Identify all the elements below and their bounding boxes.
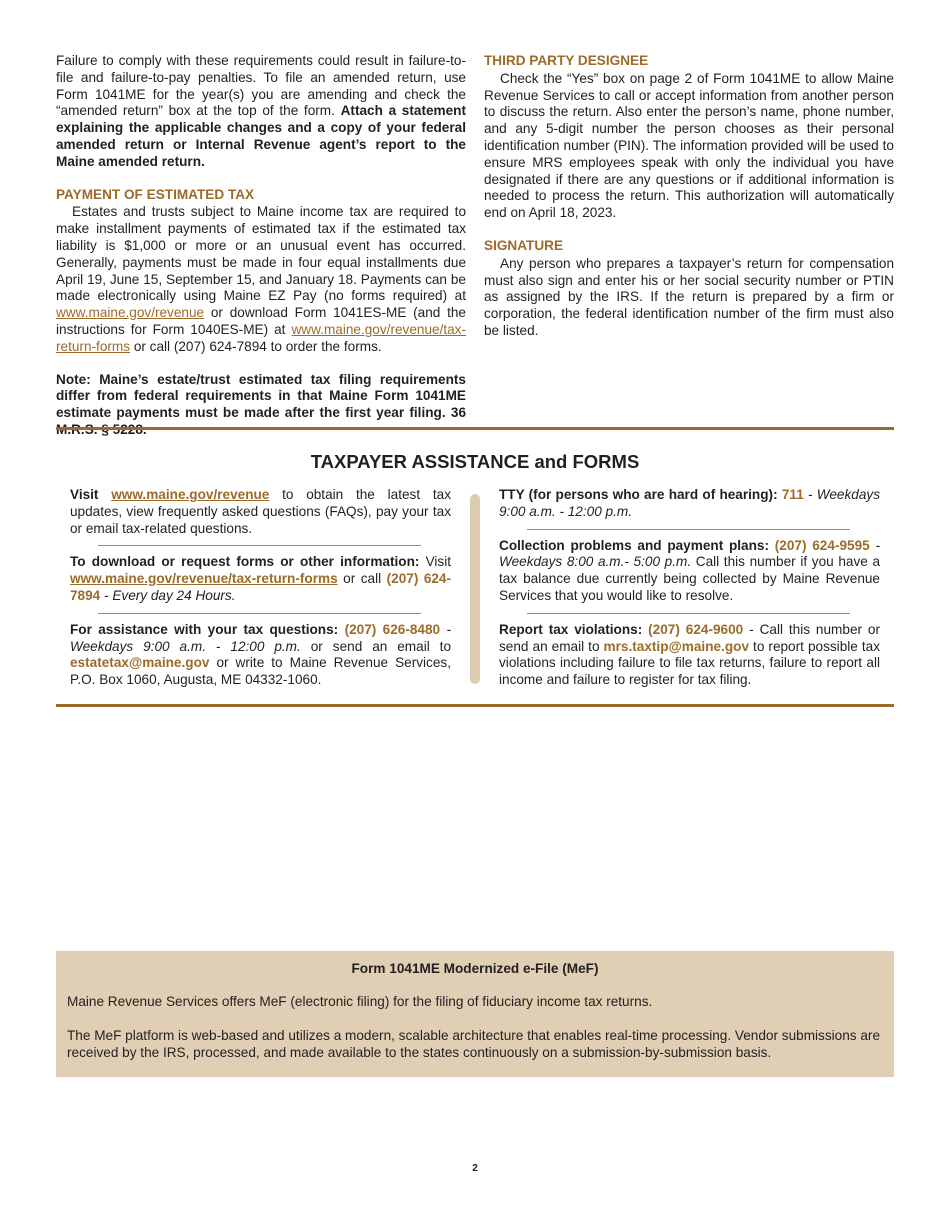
violations-block bbox=[499, 622, 880, 689]
estimated-tax-heading: PAYMENT OF ESTIMATED TAX bbox=[56, 186, 255, 202]
efile-paragraph-1: Maine Revenue Services offers MeF (electronic filing) for the filing of fiduciary income tax returns. bbox=[67, 994, 653, 1009]
tty-number: 711 bbox=[781, 487, 804, 502]
column-separator-bar bbox=[470, 494, 480, 684]
revenue-link[interactable]: www.maine.gov/revenue bbox=[56, 305, 205, 321]
tty-block bbox=[499, 487, 880, 521]
questions-block bbox=[70, 622, 451, 689]
violations-text: - Call this number or send an email to bbox=[499, 621, 881, 654]
signature-text: Any person who prepares a taxpayer’s return for compensation must also sign and enter his or her social security number or PTIN as assigned by the IRS. If the return is prepared by a firm or corporation, the federal identification number of the firm must also be listed. bbox=[484, 255, 894, 338]
taxtip-email[interactable]: mrs.taxtip@maine.gov bbox=[603, 638, 750, 654]
page-number: 2 bbox=[472, 1163, 478, 1174]
collection-text: Call this number if you have a tax balance due currently being collected by Maine Revenue Services that you would like to resolve. bbox=[499, 554, 881, 603]
violations-label: Report tax violations: bbox=[499, 621, 643, 637]
top-divider bbox=[56, 427, 894, 430]
signature-heading: SIGNATURE bbox=[484, 237, 564, 253]
left-column bbox=[56, 53, 466, 439]
estatetax-email[interactable]: estatetax@maine.gov bbox=[70, 655, 210, 671]
visit-block bbox=[70, 487, 451, 537]
violations-phone: (207) 624-9600 bbox=[648, 621, 744, 637]
efile-box bbox=[56, 951, 894, 1077]
estimated-tax-text-2: or download Form 1041ES-ME (and the instructions for Form 1040ES-ME) at bbox=[56, 305, 466, 337]
third-party-designee-heading: THIRD PARTY DESIGNEE bbox=[484, 53, 649, 68]
forms-link[interactable]: www.maine.gov/revenue/tax-return-forms bbox=[70, 571, 338, 587]
violations-text-2: to report possible tax violations including failure to file tax returns, failure to report all income and failure to register for tax filing. bbox=[499, 638, 880, 688]
assistance-right-column bbox=[499, 487, 880, 689]
questions-phone: (207) 626-8480 bbox=[344, 621, 441, 637]
forms-hours: - Every day 24 Hours. bbox=[104, 587, 236, 603]
forms-label: To download or request forms or other information: bbox=[70, 554, 420, 570]
visit-text: to obtain the latest tax updates, view frequently asked questions (FAQs), pay your tax or email tax-related questions. bbox=[70, 487, 451, 536]
efile-title: Form 1041ME Modernized e-File (MeF) bbox=[351, 961, 599, 976]
collection-label: Collection problems and payment plans: bbox=[499, 537, 769, 553]
tty-hours: - Weekdays 9:00 a.m. - 12:00 p.m. bbox=[499, 487, 880, 519]
collection-block bbox=[499, 538, 880, 605]
divider bbox=[527, 529, 850, 530]
questions-text-2: or write to Maine Revenue Services, P.O. Box 1060, Augusta, ME 04332-1060. bbox=[70, 655, 451, 688]
collection-phone: (207) 624-9595 bbox=[774, 537, 870, 553]
divider bbox=[527, 613, 850, 614]
divider bbox=[98, 613, 421, 614]
collection-hours: - Weekdays 8:00 a.m.- 5:00 p.m. bbox=[499, 537, 880, 570]
efile-paragraph-2: The MeF platform is web-based and utilizes a modern, scalable architecture that enables real-time processing. Vendor submissions are received by the IRS, processed, and made available to the states continuously on a submission-by-submission basis. bbox=[67, 1028, 881, 1060]
visit-revenue-link[interactable]: www.maine.gov/revenue bbox=[111, 487, 270, 502]
assistance-title: TAXPAYER ASSISTANCE and FORMS bbox=[310, 451, 640, 472]
estimated-tax-paragraph bbox=[56, 204, 466, 355]
forms-text-2: or call bbox=[343, 571, 382, 587]
estimated-tax-note-text: Note: Maine’s estate/trust estimated tax filing requirements differ from federal requirements in that Maine Form 1041ME estimate payments must be made after the first year filing. 36 bbox=[56, 371, 466, 421]
estimated-tax-text: Estates and trusts subject to Maine income tax are required to make installment payments of estimated tax if the estimated tax liability is $1,000 or more or an unusual event has occurred. Generally, payments must be made in four equal installments due April 19, June 15, September 15, and January 18. Payments can be made electronically using Maine EZ Pay (no forms required) at bbox=[56, 204, 466, 304]
forms-phone: (207) 624-7894 bbox=[70, 571, 452, 603]
amended-return-bold-text: Attach a statement explaining the applicable changes and a copy of your federal amended return or Internal Revenue agent’s report to the Maine amended return. bbox=[56, 103, 467, 169]
third-party-designee-text: Check the “Yes” box on page 2 of Form 1041ME to allow Maine Revenue Services to call or accept information from another person to discuss the return. Also enter the person’s name, phone number, and any 5-digit number the person chooses as their personal identification number (PIN). The information provided will be used to ensure MRS employees speak with only the individual you have designated if there are any questions or if additional information is needed to process the return. This authorization will automatically end on April 18, 2023. bbox=[484, 70, 894, 221]
questions-hours: - Weekdays 9:00 a.m. - 12:00 p.m. bbox=[70, 621, 451, 654]
estimated-tax-text-3: or call (207) 624-7894 to order the forms. bbox=[133, 338, 382, 354]
questions-label: For assistance with your tax questions: bbox=[70, 621, 339, 637]
questions-text: or send an email to bbox=[310, 638, 452, 654]
forms-block bbox=[70, 554, 451, 604]
assistance-left-column bbox=[70, 487, 451, 689]
tax-return-forms-link[interactable]: www.maine.gov/revenue/tax-return-forms bbox=[56, 321, 467, 354]
right-column bbox=[484, 53, 894, 340]
bottom-divider bbox=[56, 704, 894, 707]
divider bbox=[98, 545, 421, 546]
tty-label: TTY (for persons who are hard of hearing): bbox=[499, 487, 778, 502]
amended-return-text: Failure to comply with these requirements could result in failure-to-file and failure-to-pay penalties. To file an amended return, use Form 1041ME for the year(s) you are amending and check the “amended return” box at the top of the form. bbox=[56, 53, 466, 119]
forms-text: Visit bbox=[425, 554, 451, 570]
visit-label: Visit bbox=[70, 487, 99, 502]
amended-return-paragraph bbox=[56, 53, 466, 171]
